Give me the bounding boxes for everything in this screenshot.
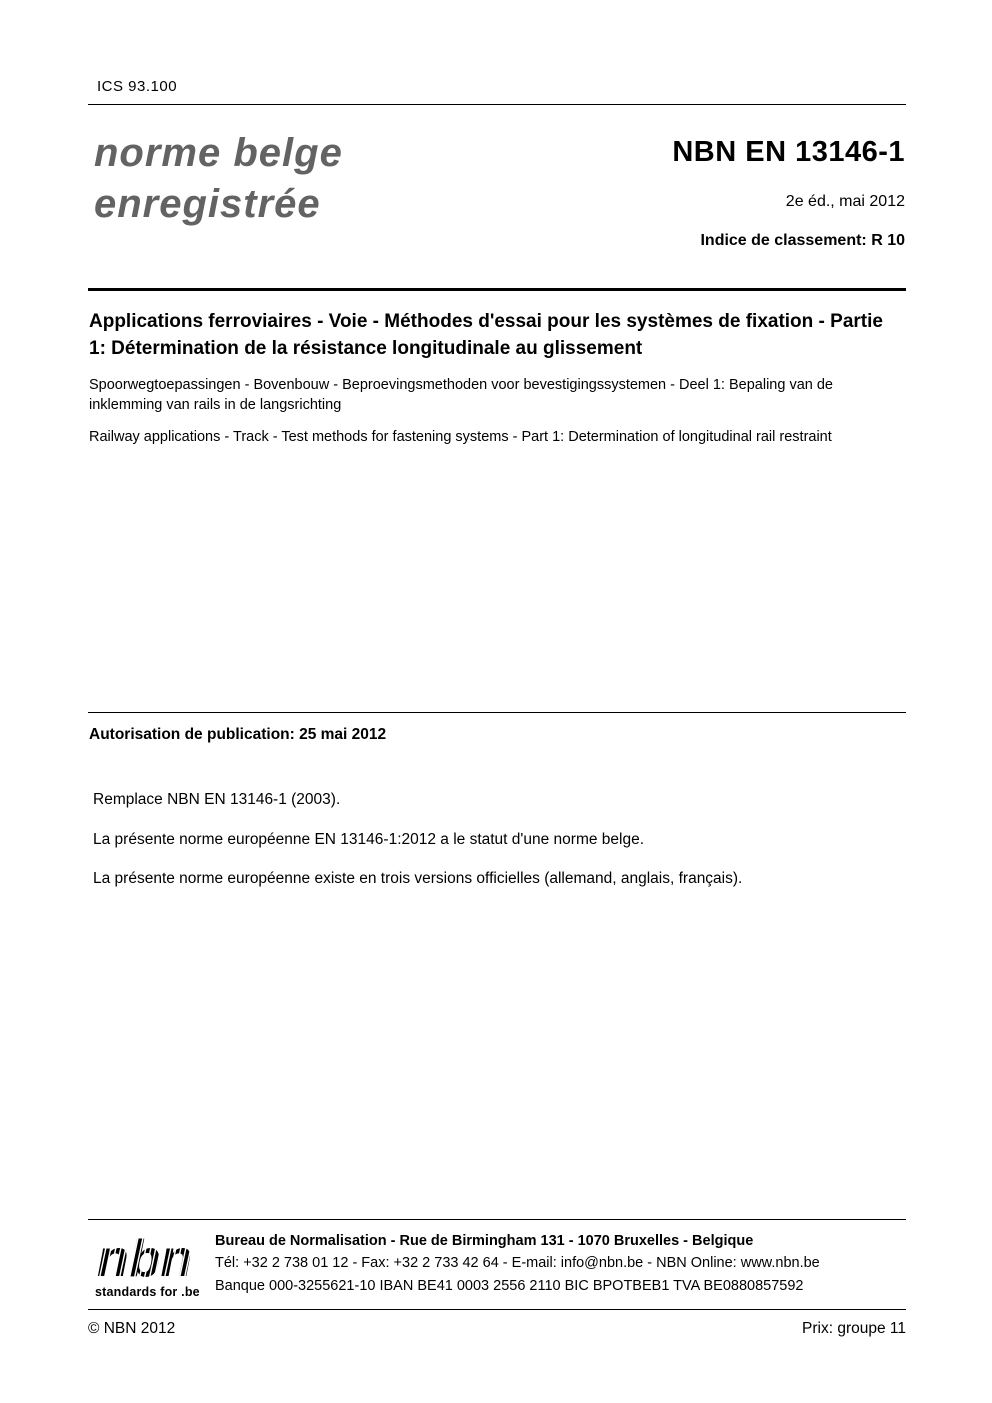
address-line: Bureau de Normalisation - Rue de Birmingham 131 - 1070 Bruxelles - Belgique — [215, 1233, 754, 1249]
footer-block — [89, 1230, 905, 1297]
title-english: Railway applications - Track - Test methods for fastening systems - Part 1: Determination of longitudinal rail restraint — [89, 429, 832, 446]
title-block — [89, 309, 901, 448]
publication-block — [89, 726, 901, 888]
address-block — [215, 1230, 905, 1297]
footer-bottom-divider — [88, 1309, 906, 1310]
svg-text:nbn: nbn — [97, 1232, 193, 1284]
header-divider — [88, 104, 906, 105]
standard-reference: NBN EN 13146-1 — [672, 136, 905, 168]
contact-line: Tél: +32 2 738 01 12 - Fax: +32 2 733 42 64 - E-mail: info@nbn.be - NBN Online: www.nbn.be — [215, 1255, 820, 1272]
reference-block — [485, 136, 905, 250]
bank-line: Banque 000-3255621-10 IBAN BE41 0003 2556 2110 BIC BPOTBEB1 TVA BE0880857592 — [215, 1277, 804, 1294]
title-divider — [88, 288, 906, 291]
copyright-notice: © NBN 2012 — [88, 1320, 176, 1337]
bottom-bar — [88, 1320, 906, 1338]
footer-top-divider — [88, 1219, 906, 1220]
publication-divider — [88, 712, 906, 713]
title-dutch: Spoorwegtoepassingen - Bovenbouw - Beproevingsmethoden voor bevestigingssystemen - Deel 1: Bepaling van de inklemming van rails in de langsrichting — [89, 376, 833, 413]
document-type-label — [94, 128, 343, 230]
document-type-line1: norme belge — [94, 131, 343, 175]
replaces-note: Remplace NBN EN 13146-1 (2003). — [93, 791, 341, 808]
nbn-logo — [95, 1232, 207, 1299]
nbn-logo-icon — [95, 1232, 207, 1284]
document-type-line2: enregistrée — [94, 182, 321, 227]
edition-date: 2e éd., mai 2012 — [785, 193, 905, 210]
price-group: Prix: groupe 11 — [802, 1320, 906, 1337]
ics-code: ICS 93.100 — [97, 78, 178, 95]
nbn-logo-tagline: standards for .be — [95, 1285, 200, 1299]
status-note: La présente norme européenne EN 13146-1:2012 a le statut d'une norme belge. — [93, 831, 645, 848]
classification-index: Indice de classement: R 10 — [700, 232, 905, 249]
title-french: Applications ferroviaires - Voie - Méthodes d'essai pour les systèmes de fixation - Partie 1: Détermination de la résistance longitudinale au glissement — [89, 311, 883, 359]
versions-note: La présente norme européenne existe en trois versions officielles (allemand, anglais, français). — [93, 870, 743, 887]
publication-authorization: Autorisation de publication: 25 mai 2012 — [89, 726, 387, 743]
